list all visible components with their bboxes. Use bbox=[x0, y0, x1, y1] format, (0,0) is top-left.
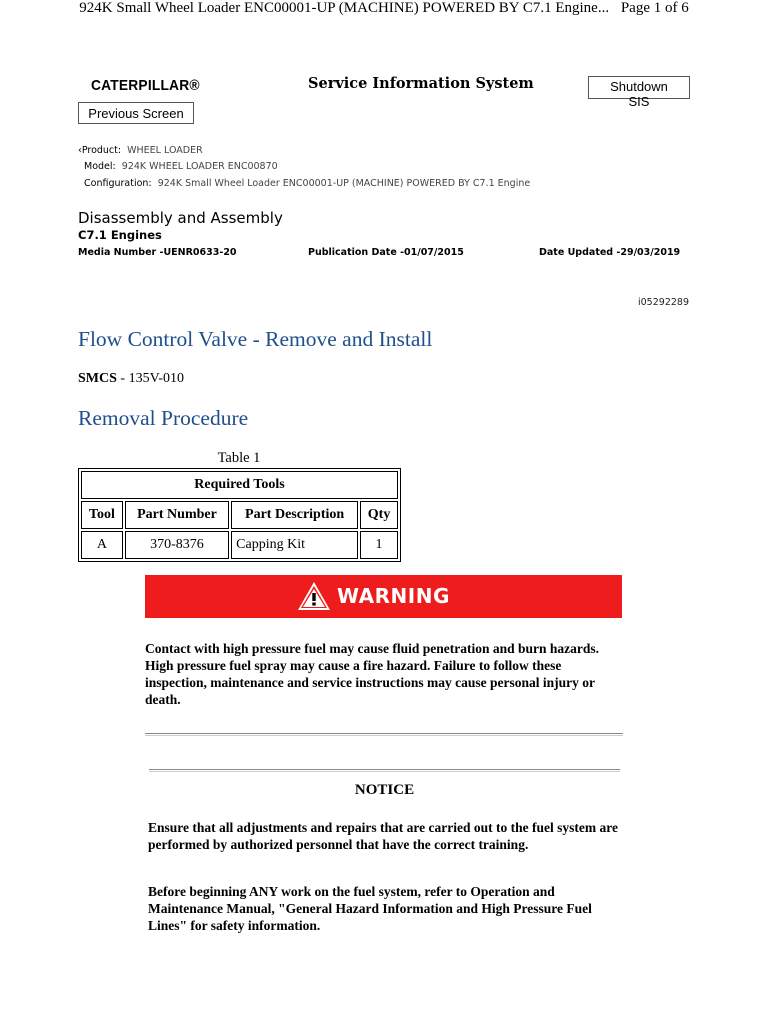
warning-triangle-icon bbox=[297, 581, 331, 611]
page-header-title: 924K Small Wheel Loader ENC00001-UP (MACHINE) POWERED BY C7.1 Engine... bbox=[79, 0, 610, 16]
divider bbox=[145, 733, 623, 736]
media-number: Media Number -UENR0633-20 bbox=[78, 247, 237, 258]
required-tools-table bbox=[78, 468, 401, 562]
configuration-value: 924K Small Wheel Loader ENC00001-UP (MACHINE) POWERED BY C7.1 Engine bbox=[157, 178, 531, 189]
configuration-label: Configuration: bbox=[84, 178, 152, 189]
notice-paragraph: Before beginning ANY work on the fuel system, refer to Operation and Maintenance Manual, "General Hazard Information and High Pressure Fuel Lines" for safety information. bbox=[148, 884, 592, 933]
warning-banner bbox=[145, 575, 622, 618]
configuration-row bbox=[84, 178, 530, 189]
table-cell: 370-8376 bbox=[125, 531, 229, 559]
table-title-row bbox=[81, 471, 398, 499]
page-counter: Page 1 of 6 bbox=[620, 0, 689, 16]
caterpillar-logo: CATERPILLAR® bbox=[91, 77, 200, 94]
section-title: Disassembly and Assembly bbox=[78, 209, 283, 227]
product-row bbox=[78, 145, 203, 156]
table-header-row bbox=[81, 501, 398, 529]
table-caption: Table 1 bbox=[217, 450, 261, 466]
shutdown-sis-button[interactable]: Shutdown SIS bbox=[588, 76, 690, 99]
table-cell: A bbox=[81, 531, 123, 559]
column-header: Qty bbox=[360, 501, 398, 529]
page-header bbox=[0, 0, 768, 17]
column-header: Tool bbox=[81, 501, 123, 529]
system-title: Service Information System bbox=[308, 75, 534, 92]
table-title: Required Tools bbox=[81, 471, 398, 499]
document-id: i05292289 bbox=[638, 297, 689, 308]
column-header: Part Number bbox=[125, 501, 229, 529]
removal-heading: Removal Procedure bbox=[78, 406, 249, 430]
smcs-value: - 135V-010 bbox=[116, 371, 185, 386]
product-value: WHEEL LOADER bbox=[127, 145, 203, 156]
warning-label: WARNING bbox=[337, 584, 450, 608]
table-row bbox=[81, 531, 398, 559]
notice-paragraph: Ensure that all adjustments and repairs that are carried out to the fuel system are performed by authorized personnel that have the correct training. bbox=[148, 820, 618, 852]
back-arrow-icon[interactable]: ‹ bbox=[78, 145, 82, 156]
table-cell: Capping Kit bbox=[231, 531, 358, 559]
publication-date: Publication Date -01/07/2015 bbox=[308, 247, 464, 258]
model-row bbox=[84, 161, 278, 172]
model-label: Model: bbox=[84, 161, 116, 172]
warning-text: Contact with high pressure fuel may cause fluid penetration and burn hazards. High pressure fuel spray may cause a fire hazard. Failure to follow these inspection, maintenance and service instructions may cause personal injury or death. bbox=[145, 641, 600, 707]
notice-title: NOTICE bbox=[354, 782, 415, 798]
date-updated: Date Updated -29/03/2019 bbox=[539, 247, 681, 258]
model-value: 924K WHEEL LOADER ENC00870 bbox=[121, 161, 278, 172]
page-title: Flow Control Valve - Remove and Install bbox=[78, 327, 433, 351]
smcs-code bbox=[78, 371, 184, 387]
product-label: Product: bbox=[81, 145, 122, 156]
divider bbox=[149, 769, 620, 772]
table-cell: 1 bbox=[360, 531, 398, 559]
column-header: Part Description bbox=[231, 501, 358, 529]
smcs-label: SMCS bbox=[78, 371, 117, 386]
previous-screen-button[interactable]: Previous Screen bbox=[78, 102, 194, 124]
section-subtitle: C7.1 Engines bbox=[78, 228, 162, 242]
